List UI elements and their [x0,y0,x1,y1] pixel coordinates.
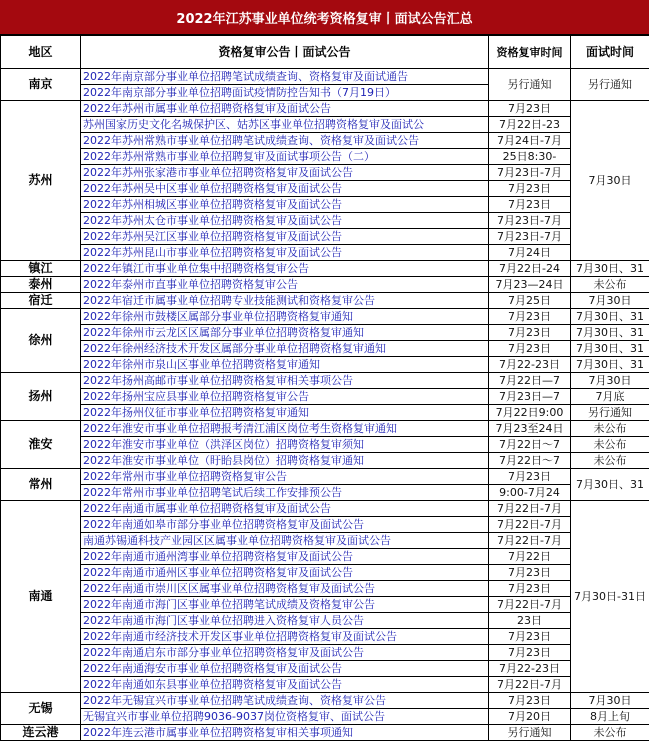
table-row [1,533,649,549]
review-time-cell: 7月22日-23 [489,117,571,133]
review-time-cell: 7月22日-7月 [489,533,571,549]
notice-link[interactable]: 2022年南通如皋市部分事业单位招聘资格复审及面试公告 [81,517,489,533]
review-time-cell: 7月25日 [489,293,571,309]
review-time-cell: 7月23日 [489,309,571,325]
review-time-cell: 另行通知 [489,69,571,101]
notice-link[interactable]: 2022年苏州昆山市事业单位招聘资格复审及面试公告 [81,245,489,261]
review-time-cell: 7月23日 [489,629,571,645]
notice-link[interactable]: 2022年常州市事业单位招聘笔试后续工作安排预公告 [81,485,489,501]
review-time-cell: 7月22日～7 [489,453,571,469]
header-interview-time: 面试时间 [571,36,649,69]
notice-link[interactable]: 无锡宜兴市事业单位招聘9036-9037岗位资格复审、面试公告 [81,709,489,725]
table-row [1,133,649,149]
review-time-cell: 7月22日-7月 [489,517,571,533]
region-cell: 连云港 [1,725,81,741]
interview-time-cell: 未公布 [571,277,649,293]
interview-time-cell: 另行通知 [571,405,649,421]
notice-link[interactable]: 2022年南京部分事业单位招聘笔试成绩查询、资格复审及面试通告 [81,69,489,85]
table-row [1,181,649,197]
table-row [1,581,649,597]
review-time-cell: 7月22日 [489,549,571,565]
table-row [1,597,649,613]
table-row [1,357,649,373]
notice-link[interactable]: 2022年南通如东县事业单位招聘资格复审及面试公告 [81,677,489,693]
review-time-cell: 7月23日 [489,469,571,485]
review-time-cell: 7月20日 [489,709,571,725]
notice-link[interactable]: 2022年苏州相城区事业单位招聘资格复审及面试公告 [81,197,489,213]
notice-link[interactable]: 2022年无锡宜兴市事业单位招聘笔试成绩查询、资格复审公告 [81,693,489,709]
table-row [1,677,649,693]
region-cell: 徐州 [1,309,81,373]
review-time-cell: 7月24日-7月 [489,133,571,149]
notice-link[interactable]: 2022年淮安市事业单位（洪泽区岗位）招聘资格复审须知 [81,437,489,453]
review-time-cell: 7月23—24日 [489,277,571,293]
table-row [1,453,649,469]
notice-link[interactable]: 2022年常州市事业单位招聘资格复审公告 [81,469,489,485]
interview-time-cell: 7月30日、31 [571,261,649,277]
table-body [1,69,649,741]
notice-link[interactable]: 2022年南通市通州湾事业单位招聘资格复审及面试公告 [81,549,489,565]
interview-time-cell: 7月30日、31 [571,357,649,373]
table-row [1,629,649,645]
table-row [1,293,649,309]
table-row [1,565,649,581]
table-row [1,373,649,389]
review-time-cell: 7月23日 [489,693,571,709]
notice-link[interactable]: 2022年南通启东市部分事业单位招聘资格复审及面试公告 [81,645,489,661]
notice-link[interactable]: 2022年镇江市事业单位集中招聘资格复审公告 [81,261,489,277]
interview-time-cell: 未公布 [571,725,649,741]
notice-link[interactable]: 2022年扬州高邮市事业单位招聘资格复审相关事项公告 [81,373,489,389]
table-row [1,693,649,709]
review-time-cell: 23日 [489,613,571,629]
interview-time-cell: 7月30日 [571,373,649,389]
table-row [1,229,649,245]
page-title: 2022年江苏事业单位统考资格复审丨面试公告汇总 [0,0,649,35]
interview-time-cell: 7月30日、31 [571,469,649,501]
region-cell: 无锡 [1,693,81,725]
table-row [1,469,649,485]
region-cell: 镇江 [1,261,81,277]
interview-time-cell: 7月30日-31日 [571,501,649,693]
review-time-cell: 7月23日 [489,341,571,357]
notice-link[interactable]: 2022年南通市通州区事业单位招聘资格复审及面试公告 [81,565,489,581]
interview-time-cell: 未公布 [571,453,649,469]
table-row [1,165,649,181]
notice-link[interactable]: 2022年徐州市鼓楼区属部分事业单位招聘资格复审通知 [81,309,489,325]
interview-time-cell: 8月上旬 [571,709,649,725]
table-row [1,149,649,165]
notice-link[interactable]: 2022年南京部分事业单位招聘面试疫情防控告知书（7月19日） [81,85,489,101]
table-row [1,709,649,725]
notice-link[interactable]: 2022年苏州市属事业单位招聘资格复审及面试公告 [81,101,489,117]
review-time-cell: 7月22日-7月 [489,677,571,693]
interview-time-cell: 7月30日、31 [571,325,649,341]
review-time-cell: 7月23日 [489,181,571,197]
notice-link[interactable]: 2022年南通市海门区事业单位招聘笔试成绩及资格复审公告 [81,597,489,613]
review-time-cell: 7月23日—7 [489,389,571,405]
review-time-cell: 7月23日 [489,581,571,597]
review-time-cell: 7月23至24日 [489,421,571,437]
interview-time-cell: 未公布 [571,437,649,453]
table-row [1,69,649,85]
interview-time-cell: 7月30日 [571,693,649,709]
review-time-cell: 25日8:30- [489,149,571,165]
notice-link[interactable]: 2022年苏州吴江区事业单位招聘资格复审及面试公告 [81,229,489,245]
interview-time-cell: 未公布 [571,421,649,437]
table-row [1,613,649,629]
table-row [1,485,649,501]
table-row [1,405,649,421]
table-row [1,421,649,437]
table-row [1,117,649,133]
review-time-cell: 7月22-23日 [489,661,571,677]
table-row [1,501,649,517]
region-cell: 宿迁 [1,293,81,309]
table-row [1,389,649,405]
announcement-table [0,35,649,741]
review-time-cell: 7月23日 [489,645,571,661]
region-cell: 南通 [1,501,81,693]
notice-link[interactable]: 2022年扬州宝应县事业单位招聘资格复审公告 [81,389,489,405]
table-row [1,725,649,741]
notice-link[interactable]: 2022年苏州常熟市事业单位招聘复审及面试事项公告（二） [81,149,489,165]
notice-link[interactable]: 2022年徐州经济技术开发区属部分事业单位招聘资格复审通知 [81,341,489,357]
notice-link[interactable]: 2022年淮安市事业单位（盱眙县岗位）招聘资格复审通知 [81,453,489,469]
table-row [1,197,649,213]
table-row [1,645,649,661]
table-row [1,261,649,277]
notice-link[interactable]: 2022年苏州吴中区事业单位招聘资格复审及面试公告 [81,181,489,197]
notice-link[interactable]: 2022年苏州太仓市事业单位招聘资格复审及面试公告 [81,213,489,229]
interview-time-cell: 7月30日 [571,101,649,261]
region-cell: 扬州 [1,373,81,421]
review-time-cell: 7月22日9:00 [489,405,571,421]
notice-link[interactable]: 2022年南通市海门区事业单位招聘进入资格复审人员公告 [81,613,489,629]
region-cell: 常州 [1,469,81,501]
table-row [1,277,649,293]
review-time-cell: 7月22日-7月 [489,597,571,613]
header-region: 地区 [1,36,81,69]
notice-link[interactable]: 2022年扬州仪征市事业单位招聘资格复审通知 [81,405,489,421]
table-row [1,245,649,261]
region-cell: 泰州 [1,277,81,293]
review-time-cell: 7月22日-24 [489,261,571,277]
review-time-cell: 7月23日 [489,565,571,581]
review-time-cell: 7月22日～7 [489,437,571,453]
review-time-cell: 7月22日-7月 [489,501,571,517]
notice-link[interactable]: 2022年淮安市事业单位招聘报考清江浦区岗位考生资格复审通知 [81,421,489,437]
review-time-cell: 9:00-7月24 [489,485,571,501]
review-time-cell: 7月23日-7月 [489,213,571,229]
review-time-cell: 7月22日—7 [489,373,571,389]
interview-time-cell: 7月底 [571,389,649,405]
review-time-cell: 7月22-23日 [489,357,571,373]
review-time-cell: 7月23日 [489,325,571,341]
interview-time-cell: 7月30日、31 [571,341,649,357]
notice-link[interactable]: 2022年宿迁市属事业单位招聘专业技能测试和资格复审公告 [81,293,489,309]
table-row [1,309,649,325]
region-cell: 南京 [1,69,81,101]
table-row [1,437,649,453]
notice-link[interactable]: 2022年徐州市云龙区区属部分事业单位招聘资格复审通知 [81,325,489,341]
header-review-time: 资格复审时间 [489,36,571,69]
notice-link[interactable]: 南通苏锡通科技产业园区区属事业单位招聘资格复审及面试公告 [81,533,489,549]
review-time-cell: 另行通知 [489,725,571,741]
notice-link[interactable]: 2022年徐州市泉山区事业单位招聘资格复审通知 [81,357,489,373]
region-cell: 淮安 [1,421,81,469]
interview-time-cell: 7月30日、31 [571,309,649,325]
review-time-cell: 7月23日 [489,197,571,213]
notice-link[interactable]: 2022年南通市崇川区区属事业单位招聘资格复审及面试公告 [81,581,489,597]
header-notice: 资格复审公告丨面试公告 [81,36,489,69]
table-row [1,101,649,117]
region-cell: 苏州 [1,101,81,261]
review-time-cell: 7月23日 [489,101,571,117]
table-row [1,213,649,229]
interview-time-cell: 另行通知 [571,69,649,101]
table-row [1,517,649,533]
review-time-cell: 7月24日 [489,245,571,261]
notice-link[interactable]: 2022年南通市经济技术开发区事业单位招聘资格复审及面试公告 [81,629,489,645]
notice-link[interactable]: 2022年苏州常熟市事业单位招聘笔试成绩查询、资格复审及面试公告 [81,133,489,149]
notice-link[interactable]: 2022年南通市属事业单位招聘资格复审及面试公告 [81,501,489,517]
notice-link[interactable]: 2022年连云港市属事业单位招聘资格复审相关事项通知 [81,725,489,741]
notice-link[interactable]: 苏州国家历史文化名城保护区、姑苏区事业单位招聘资格复审及面试公 [81,117,489,133]
notice-link[interactable]: 2022年苏州张家港市事业单位招聘资格复审及面试公告 [81,165,489,181]
review-time-cell: 7月23日-7月 [489,165,571,181]
notice-link[interactable]: 2022年泰州市直事业单位招聘资格复审公告 [81,277,489,293]
notice-link[interactable]: 2022年南通海安市事业单位招聘资格复审及面试公告 [81,661,489,677]
interview-time-cell: 7月30日 [571,293,649,309]
table-row [1,325,649,341]
table-row [1,549,649,565]
review-time-cell: 7月23日-7月 [489,229,571,245]
table-row [1,341,649,357]
table-row [1,661,649,677]
